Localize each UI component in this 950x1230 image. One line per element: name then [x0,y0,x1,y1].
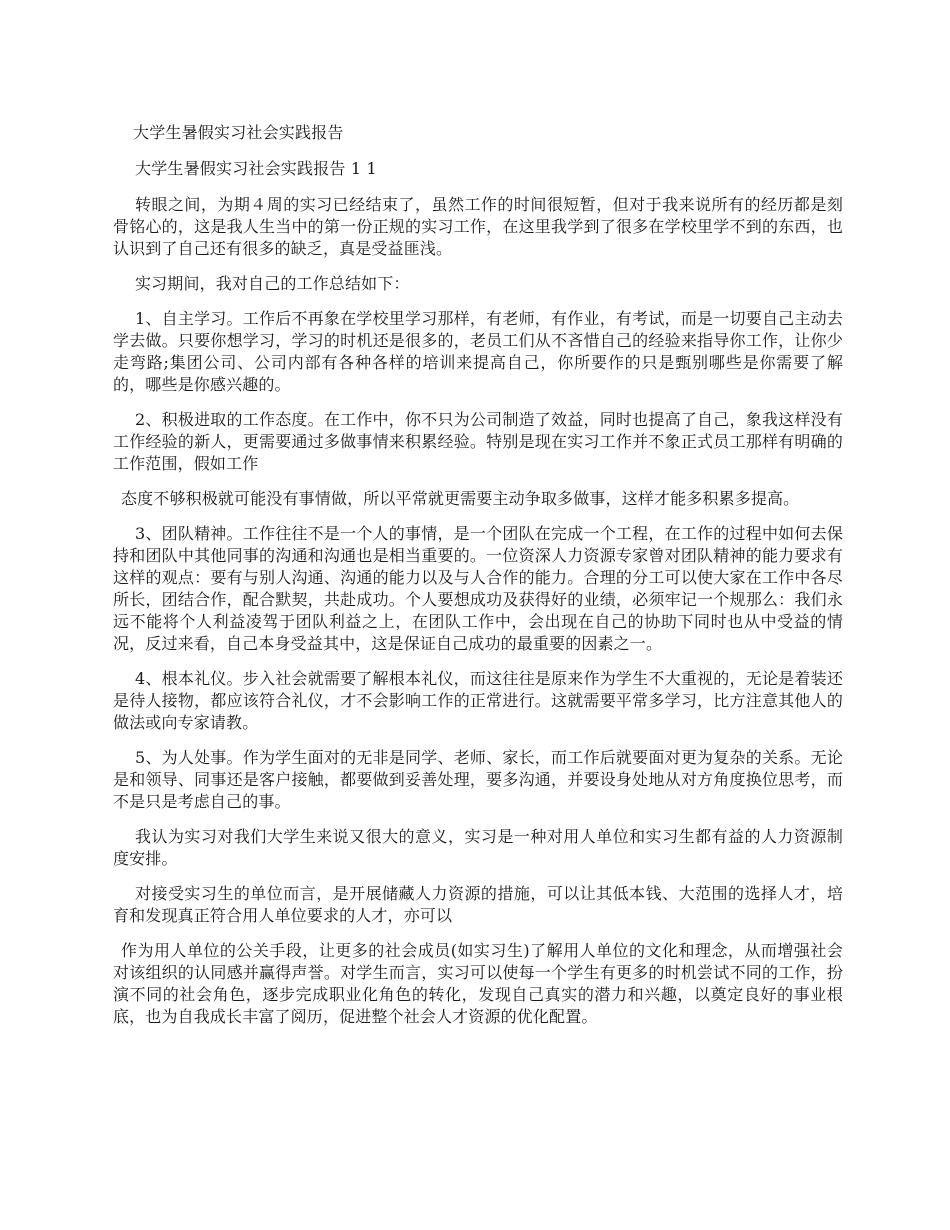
paragraph-significance: 我认为实习对我们大学生来说又很大的意义，实习是一种对用人单位和实习生都有益的人力资源制度安排。 [113,827,843,868]
paragraph-point-1: 1、自主学习。工作后不再象在学校里学习那样，有老师，有作业，有考试，而是一切要自己主动去学去做。只要你想学习，学习的时机还是很多的，老员工们从不吝惜自己的经验来指导你工作，让你少走弯路;集团公司、公司内部有各种各样的培训来提高自己，你所要作的只是甄别哪些是你需要了解的，哪些是你感兴趣的。 [113,309,843,394]
document-subtitle: 大学生暑假实习社会实践报告 1 1 [135,159,377,178]
paragraph-employer-view-continued: 作为用人单位的公关手段，让更多的社会成员(如实习生)了解用人单位的文化和理念，从而增强社会对该组织的认同感并赢得声誉。对学生而言，实习可以使每一个学生有更多的时机尝试不同的工作，扮演不同的社会角色，逐步完成职业化角色的转化，发现自己真实的潜力和兴趣，以奠定良好的事业根底，也为自我成长丰富了阅历，促进整个社会人才资源的优化配置。 [113,941,843,1026]
paragraph-point-4: 4、根本礼仪。步入社会就需要了解根本礼仪，而这往往是原来作为学生不大重视的，无论是着装还是待人接物，都应该符合礼仪，才不会影响工作的正常进行。这就需要平常多学习，比方注意其他人的做法或向专家请教。 [113,669,843,732]
paragraph-point-5: 5、为人处事。作为学生面对的无非是同学、老师、家长，而工作后就要面对更为复杂的关系。无论是和领导、同事还是客户接触，都要做到妥善处理，要多沟通，并要设身处地从对方角度换位思考，而不是只是考虑自己的事。 [113,748,843,811]
paragraph-point-3: 3、团队精神。工作往往不是一个人的事情，是一个团队在完成一个工程，在工作的过程中如何去保持和团队中其他同事的沟通和沟通也是相当重要的。一位资深人力资源专家曾对团队精神的能力要求有这样的观点：要有与别人沟通、沟通的能力以及与人合作的能力。合理的分工可以使大家在工作中各尽所长，团结合作，配合默契，共赴成功。个人要想成功及获得好的业绩，必须牢记一个规那么：我们永远不能将个人利益凌驾于团队利益之上，在团队工作中，会出现在自己的协助下同时也从中受益的情况，反过来看，自己本身受益其中，这是保证自己成功的最重要的因素之一。 [113,524,843,653]
paragraph-intro: 转眼之间，为期４周的实习已经结束了，虽然工作的时间很短暂，但对于我来说所有的经历都是刻骨铭心的，这是我人生当中的第一份正规的实习工作，在这里我学到了很多在学校里学不到的东西，也认识到了自己还有很多的缺乏，真是受益匪浅。 [113,195,843,258]
paragraph-summary-lead: 实习期间，我对自己的工作总结如下： [135,274,410,293]
paragraph-employer-view: 对接受实习生的单位而言，是开展储藏人力资源的措施，可以让其低本钱、大范围的选择人才，培育和发现真正符合用人单位要求的人才，亦可以 [113,884,843,925]
paragraph-point-2: 2、积极进取的工作态度。在工作中，你不只为公司制造了效益，同时也提高了自己，象我这样没有工作经验的新人，更需要通过多做事情来积累经验。特别是现在实习工作并不象正式员工那样有明确的工作范围，假如工作 [113,410,843,473]
document-title: 大学生暑假实习社会实践报告 [133,123,344,142]
paragraph-point-2-continued: 态度不够积极就可能没有事情做，所以平常就更需要主动争取多做事，这样才能多积累多提高。 [121,489,800,508]
document-content [113,122,843,1041]
